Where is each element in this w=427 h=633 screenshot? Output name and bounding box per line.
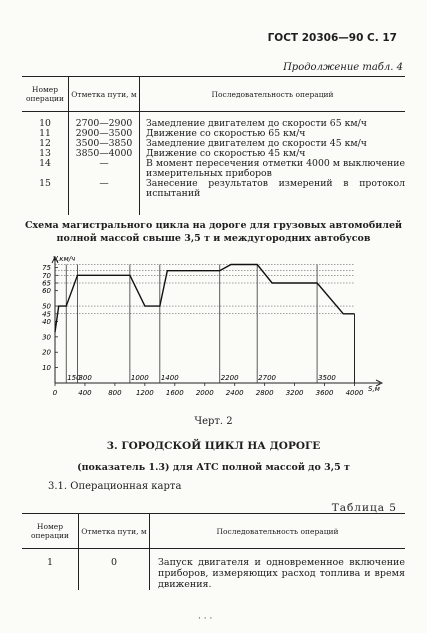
table-5 [22,513,405,590]
row-number: 14 [22,159,69,179]
table-row [22,179,405,215]
table-row [22,159,405,179]
speed-cycle-chart [22,255,402,413]
y-tick-label: 75 [42,264,51,273]
row-text: Движение со скоростью 45 км/ч [146,148,306,159]
y-axis-label: V,км/ч [53,255,76,263]
row-number: 1 [22,549,79,591]
row-text: В момент пересечения отметки 4000 м выключение измерительных приборов [146,158,405,179]
x-axis-label: S,м [368,385,380,393]
x-tick-label: 2800 [255,389,274,397]
x-tick-label: 1600 [165,389,184,397]
row-text: Замедление двигателем до скорости 65 км/ч [146,118,367,129]
row-number: 15 [22,179,69,215]
row-mark: — [69,159,140,179]
x-tick-label: 2400 [225,389,244,397]
row-number: 10 [22,112,69,130]
x-tick-label: 3600 [315,389,334,397]
row-number: 13 [22,149,69,159]
footer-marks: · · · [198,614,213,624]
y-tick-label: 20 [42,348,51,357]
y-tick-label: 40 [42,317,51,326]
x-tick-label: 0 [52,389,58,397]
mark-label: 2200 [220,374,239,382]
section-title: 3. ГОРОДСКОЙ ЦИКЛ НА ДОРОГЕ [106,440,321,452]
figure-label: Черт. 2 [194,416,233,427]
table-row [22,112,405,130]
y-tick-label: 45 [42,310,51,319]
row-mark: 3500—3850 [69,139,140,149]
col-sequence-header: Последовательность операций [150,514,406,549]
row-text: Движение со скоростью 65 км/ч [146,128,306,139]
mark-label: 300 [78,374,92,382]
table-continuation-label: Продолжение табл. 4 [283,62,403,73]
x-tick-label: 4000 [345,389,364,397]
y-tick-label: 60 [42,287,51,296]
y-tick-label: 50 [42,302,51,311]
col-mark-header: Отметка пути, м [69,77,140,112]
table-5-label: Таблица 5 [331,502,397,514]
row-text: Запуск двигателя и одновременное включение приборов, измеряющих расход топлива и время движения. [158,557,405,590]
row-mark: 0 [79,549,150,591]
x-tick-label: 2000 [195,389,214,397]
table-5-body [22,549,405,591]
table-4-body [22,112,405,216]
x-tick-label: 3200 [285,389,304,397]
table-4 [22,76,405,215]
scheme-caption-line1: Схема магистрального цикла на дороге для грузовых автомобилей [24,220,403,231]
mark-label: 3500 [318,374,336,382]
table-row [22,549,405,591]
y-tick-label: 70 [42,271,51,280]
page-header: ГОСТ 20306—90 С. 17 [267,32,397,44]
row-mark: 2700—2900 [69,112,140,130]
row-text: Замедление двигателем до скорости 45 км/ч [146,138,367,149]
y-tick-label: 65 [42,279,51,288]
mark-label: 2700 [258,374,276,382]
col-sequence-header: Последовательность операций [140,77,406,112]
col-number-header: Номер операции [22,514,79,549]
mark-label: 150 [67,374,81,382]
clause-heading: 3.1. Операционная карта [48,481,182,492]
y-tick-label: 10 [42,364,51,373]
col-mark-header: Отметка пути, м [79,514,150,549]
row-number: 11 [22,129,69,139]
row-mark: 3850—4000 [69,149,140,159]
x-tick-label: 400 [78,389,92,397]
y-tick-label: 30 [42,333,51,342]
speed-series-line [55,265,355,333]
row-number: 12 [22,139,69,149]
mark-label: 1000 [130,374,149,382]
section-subtitle: (показатель 1.3) для АТС полной массой до 3,5 т [77,462,350,473]
scheme-caption-line2: полной массой свыше 3,5 т и междугородних автобусов [56,233,371,244]
x-tick-label: 800 [108,389,122,397]
x-tick-label: 1200 [135,389,154,397]
row-text: Занесение результатов измерений в протокол испытаний [146,178,405,199]
row-mark: — [69,179,140,215]
col-number-header: Номер операции [22,77,69,112]
mark-label: 1400 [160,374,179,382]
row-mark: 2900—3500 [69,129,140,139]
scheme-caption [0,219,427,245]
